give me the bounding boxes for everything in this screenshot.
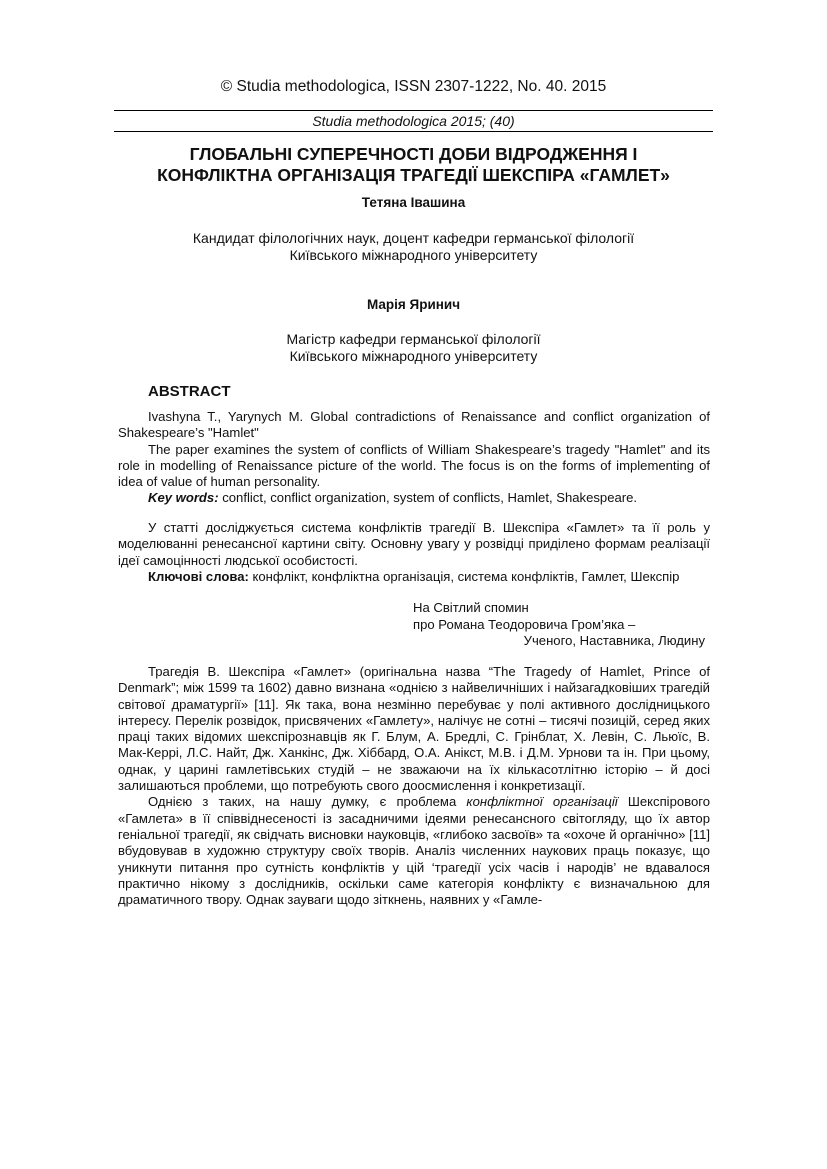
dedication bbox=[413, 600, 705, 650]
keywords-ua-text: конфлікт, конфліктна організація, система конфліктів, Гамлет, Шекспір bbox=[248, 568, 680, 584]
body-p2-end: Шекспірового «Гамлета» в її співвіднесеності із засадничими ідеями ренесансного світогляду, що їх автор геніальної трагедії, як свідчать висновки науковців, «глибоко засвоїв» та «охоче й органічно» [11] вбудовував в художню структуру своїх творів. Аналіз численних наукових праць показує, що уникнути питання про сутність конфліктів у цій ‘трагедії усіх часів і народів’ не вдавалося практично нікому з дослідників, оскільки саме категорія конфлікту є визначальною для драматичного твору. Однак зауваги щодо зіткнень, наявних у «Гамле- bbox=[118, 794, 710, 908]
dedication-line-1: На Світлий спомин bbox=[413, 600, 529, 615]
abstract-text: The paper examines the system of conflicts of William Shakespeare’s tragedy "Hamlet" and its role in modelling of Renaissance picture of the world. The focus is on the forms of implementing of idea of value of human personality. bbox=[118, 441, 710, 490]
title-line-2: КОНФЛІКТНА ОРГАНІЗАЦІЯ ТРАГЕДІЇ ШЕКСПІРА «ГАМЛЕТ» bbox=[157, 165, 670, 185]
copyright-line: © Studia methodologica, ISSN 2307-1222, No. 40. 2015 bbox=[220, 78, 607, 95]
dedication-line-3: Ученого, Наставника, Людину bbox=[523, 633, 705, 648]
author-affiliation-2 bbox=[0, 331, 827, 365]
body-paragraph-2 bbox=[118, 794, 710, 908]
abstract-block bbox=[118, 409, 710, 507]
author-affiliation-1 bbox=[0, 230, 827, 264]
keywords-label: Key words: bbox=[148, 490, 219, 506]
body-text bbox=[118, 664, 710, 908]
affiliation-1-line-2: Київського міжнародного університету bbox=[289, 247, 538, 263]
body-paragraph-1: Трагедія В. Шекспіра «Гамлет» (оригінальна назва “The Tragedy of Hamlet, Prince of Denmark”; між 1599 та 1602) давно визнана «однією з найвеличніших і найзагадковіших трагедій світової драматургії» [11]. Як така, вона незмінно перебуває у полі активного дослідницького інтересу. Перелік розвідок, присвячених «Гамлету», налічує не сотні – тисячі позицій, серед яких праці таких відомих шекспірознавців як Г. Блум, А. Бредлі, С. Грінблат, Х. Левін, С. Льюїс, В. Мак-Керрі, Л.С. Найт, Дж. Ханкінс, Дж. Хіббард, О.А. Анікст, М.В. і Д.М. Урнови та ін. При цьому, однак, у царині гамлетівських студій – не зважаючи на їх кількасотлітню історію – й досі залишаються проблеми, що потребують свого доосмислення і конкретизації. bbox=[118, 664, 710, 794]
body-p2-italic: конфліктної організації bbox=[466, 794, 618, 810]
abstract-ua-keywords bbox=[118, 569, 710, 585]
author-name-2: Марія Яринич bbox=[366, 297, 461, 312]
paper-title bbox=[80, 144, 747, 186]
abstract-heading: ABSTRACT bbox=[148, 383, 231, 400]
abstract-ua-block bbox=[118, 520, 710, 585]
keywords-text: conflict, conflict organization, system of conflicts, Hamlet, Shakespeare. bbox=[218, 490, 638, 506]
dedication-line-2: про Романа Теодоровича Гром’яка – bbox=[413, 616, 636, 632]
author-name-1: Тетяна Івашина bbox=[361, 195, 466, 210]
affiliation-1-line-1: Кандидат філологічних наук, доцент кафедри германської філології bbox=[192, 230, 635, 246]
keywords-ua-label: Ключові слова: bbox=[148, 568, 249, 584]
affiliation-2-line-2: Київського міжнародного університету bbox=[289, 348, 538, 364]
body-p2-start: Однією з таких, на нашу думку, є проблема bbox=[148, 794, 467, 810]
abstract-ua-text: У статті досліджується система конфліктів трагедії В. Шекспіра «Гамлет» та її роль у моделюванні ренесансної картини світу. Основну увагу у розвідці приділено формам реалізації ідеї самоцінності людської особистості. bbox=[118, 520, 710, 568]
affiliation-2-line-1: Магістр кафедри германської філології bbox=[286, 331, 541, 347]
title-line-1: ГЛОБАЛЬНІ СУПЕРЕЧНОСТІ ДОБИ ВІДРОДЖЕННЯ І bbox=[189, 144, 638, 164]
journal-running-head: Studia methodologica 2015; (40) bbox=[114, 110, 713, 132]
abstract-citation: Ivashyna T., Yarynych M. Global contradictions of Renaissance and conflict organization of Shakespeare’s "Hamlet" bbox=[118, 409, 710, 441]
abstract-keywords bbox=[118, 490, 710, 506]
